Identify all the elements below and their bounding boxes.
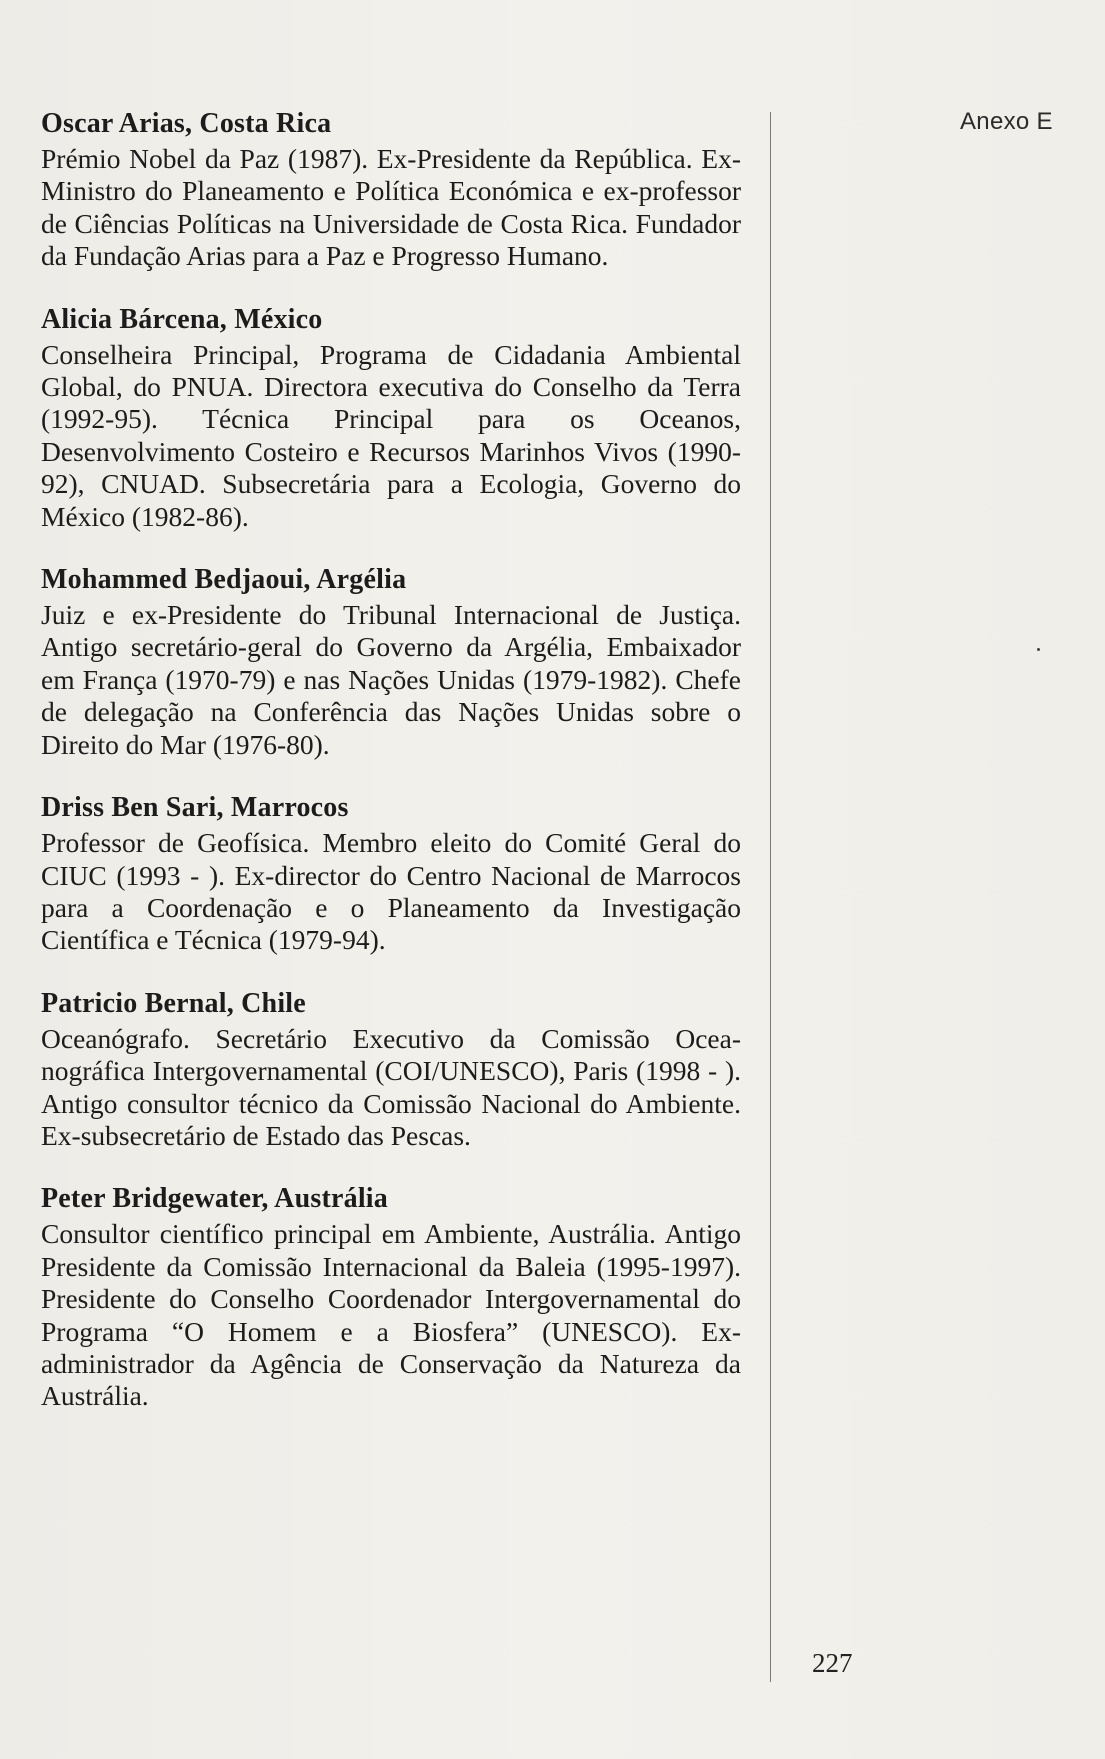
stray-mark	[1037, 648, 1040, 651]
entry-name: Patricio Bernal, Chile	[41, 987, 306, 1019]
entry-bio: Oceanógrafo. Secretário Executivo da Comissão Oceanográfica Intergovernamental (COI/UNESCO), Paris (1998 - ). Antigo consultor técnico da Comissão Nacional do Ambiente. Ex-subsecretário de Estado das Pescas.	[41, 1022, 741, 1151]
entry-name: Driss Ben Sari, Marrocos	[41, 792, 349, 824]
entry-bio: Prémio Nobel da Paz (1987). Ex-Presidente da República. Ex-Ministro do Planeamento e Política Económica e ex-professor de Ciências Políticas na Universidade de Costa Rica. Fundador da Fundação Arias para a Paz e Progresso Humano.	[41, 143, 741, 272]
biography-entry	[41, 564, 741, 761]
biographies-column	[41, 108, 741, 1444]
biography-entry	[41, 1183, 741, 1412]
entry-bio: Juiz e ex-Presidente do Tribunal Internacional de Justiça. Antigo secretário-geral do Governo da Argélia, Embaixador em França (1970-79) e nas Nações Unidas (1979-1982). Chefe de delegação na Conferência das Nações Unidas sobre o Direito do Mar (1976-80).	[41, 599, 741, 760]
biography-entry	[41, 988, 741, 1153]
biography-entry	[41, 108, 741, 273]
entry-bio: Conselheira Principal, Programa de Cidadania Ambiental Global, do PNUA. Directora executiva do Conselho da Terra (1992-95). Técnica Principal para os Oceanos, Desenvolvimento Costeiro e Recursos Marinhos Vivos (1990-92), CNUAD. Subsecretária para a Ecologia, Governo do México (1982-86).	[41, 338, 741, 532]
column-divider	[770, 112, 771, 1682]
entry-name: Mohammed Bedjaoui, Argélia	[41, 564, 407, 596]
page-number: 227	[812, 1648, 853, 1678]
biography-entry	[41, 792, 741, 957]
biography-entry	[41, 304, 741, 533]
section-header: Anexo E	[960, 108, 1053, 135]
entry-name: Oscar Arias, Costa Rica	[41, 108, 332, 139]
entry-name: Peter Bridgewater, Austrália	[41, 1183, 388, 1215]
entry-bio: Consultor científico principal em Ambiente, Austrália. Antigo Presidente da Comissão Internacional da Baleia (1995-1997). Presidente do Conselho Coordenador Intergovernamental do Programa “O Homem e a Biosfera” (UNESCO). Ex-administrador da Agência de Conservação da Natureza da Austrália.	[41, 1218, 741, 1412]
entry-bio: Professor de Geofísica. Membro eleito do Comité Geral do CIUC (1993 - ). Ex-director do Centro Nacional de Marrocos para a Coordenação e o Planeamento da Investigação Científica e Técnica (1979-94).	[41, 827, 741, 956]
entry-name: Alicia Bárcena, México	[41, 303, 323, 335]
